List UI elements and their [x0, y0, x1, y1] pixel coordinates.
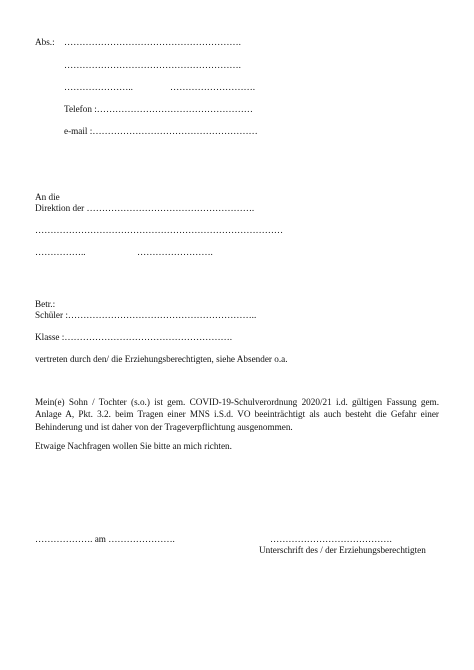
subject-label: Betr.: [35, 299, 56, 309]
sender-city-line: ………………………. [170, 82, 255, 92]
recipient-city-line: ……………………. [137, 247, 213, 257]
recipient-postcode-line: …………….. [35, 247, 86, 257]
sender-street-line: …………………………………………………. [64, 60, 241, 70]
sender-name-line: …………………………………………………. [64, 37, 241, 47]
recipient-an-die: An die [35, 192, 60, 202]
represented-by-line: vertreten durch den/ die Erziehungsberechtigten, siehe Absender o.a. [35, 354, 288, 364]
sender-email-line: e-mail :……………………………………………… [64, 126, 258, 136]
followup-line: Etwaige Nachfragen wollen Sie bitte an mich richten. [35, 441, 232, 451]
signature-line: …………………………………. [270, 534, 392, 544]
exemption-paragraph: Mein(e) Sohn / Tochter (s.o.) ist gem. COVID-19-Schulverordnung 2020/21 i.d. gültigen Fassung gem. Anlage A, Pkt. 3.2. beim Tragen einer MNS i.S.d. VO beeinträchtigt als auch besteht die Gefahr einer Behinderung und ist daher von der Trageverpflichtung ausgenommen. [35, 397, 439, 432]
student-line: Schüler :…………………………………………………….. [35, 310, 257, 320]
recipient-address-line: ……………………………………………………………………… [35, 225, 284, 235]
class-line: Klasse :………………………………………………. [35, 332, 233, 342]
signature-caption: Unterschrift des / der Erziehungsberechtigten [259, 545, 426, 555]
recipient-direktion-line: Direktion der ………………………………………………. [35, 203, 255, 213]
sender-label: Abs.: [35, 37, 55, 47]
sender-postcode-line: ………………….. [64, 82, 133, 92]
place-date-line: ………………. am …………………. [35, 534, 175, 544]
sender-phone-line: Telefon :…………………………………………… [64, 104, 253, 114]
